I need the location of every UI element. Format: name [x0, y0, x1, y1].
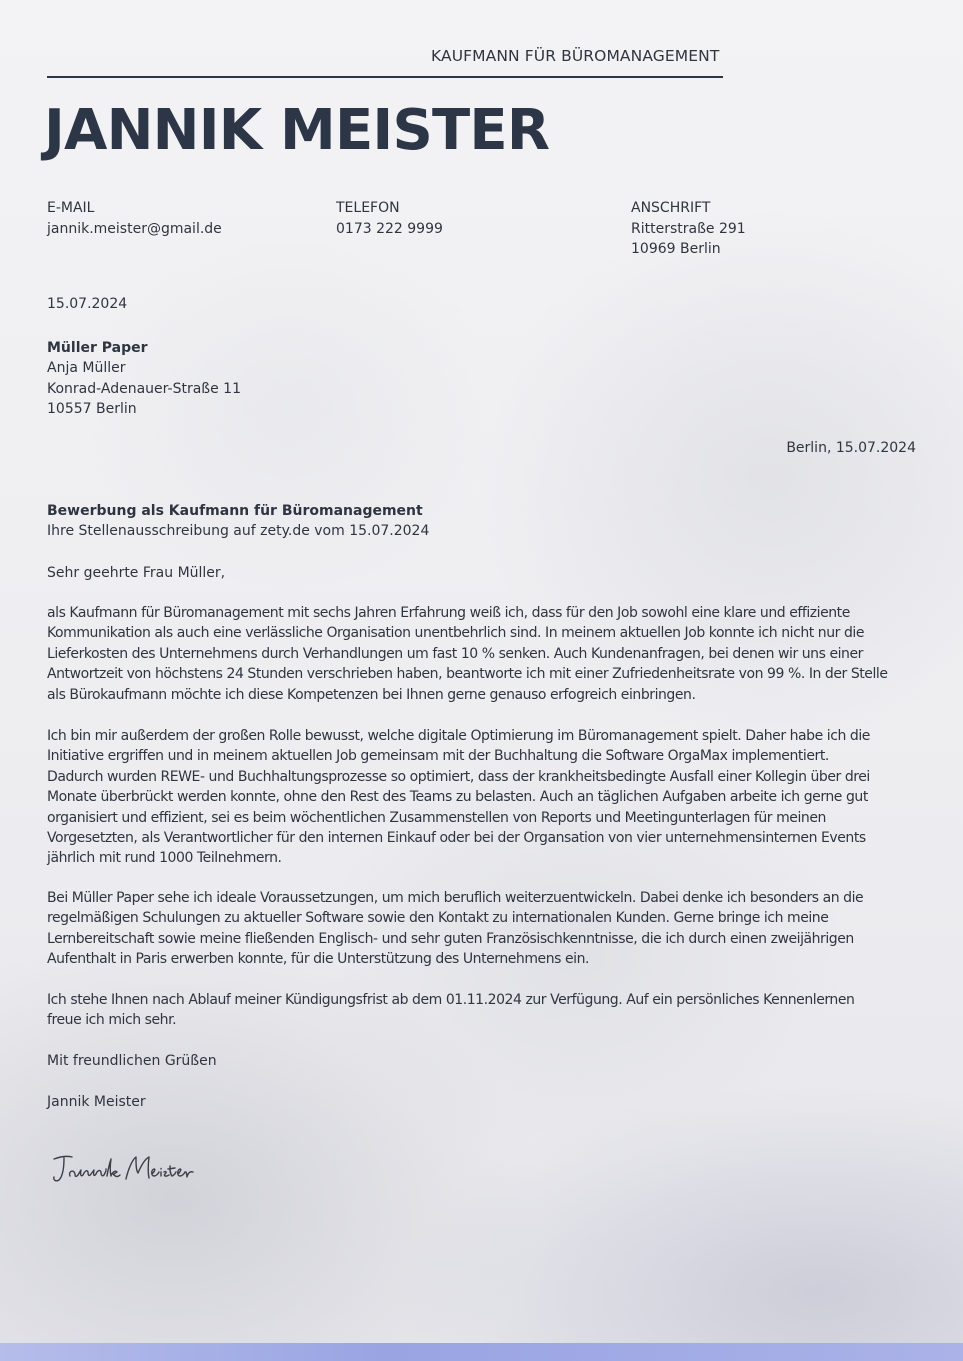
paragraph-line: Dadurch wurden REWE- und Buchhaltungsprozesse so optimiert, dass der krankheitsbedingte Ausfall einer Kollegin über drei [47, 768, 870, 785]
paragraph-line: als Kaufmann für Büromanagement mit sechs Jahren Erfahrung weiß ich, dass für den Job sowohl eine klare und effiziente [47, 605, 850, 621]
closing-phrase: Mit freundlichen Grüßen [47, 1053, 217, 1069]
paragraph-line: als Bürokaufmann möchte ich diese Kompetenzen bei Ihnen gerne genauso erfogreich einbringen. [47, 686, 696, 703]
paragraph-line: Lieferkosten des Unternehmens durch Verhandlungen um fast 10 % senken. Auch Kundenanfragen, bei denen wir uns einer [47, 645, 863, 662]
email-value: jannik.meister@gmail.de [47, 220, 222, 237]
paragraph-line: Antwortzeit von höchstens 24 Stunden verschrieben haben, beantworte ich mit einer Zufriedenheitsrate von 99 %. In der Stelle [47, 666, 888, 683]
paragraph-line: jährlich mit rund 1000 Teilnehmern. [47, 850, 282, 867]
address-street: Ritterstraße 291 [631, 220, 746, 237]
recipient-person: Anja Müller [47, 360, 126, 377]
paragraph-line: regelmäßigen Schulungen zu aktueller Software sowie den Kontakt zu internationalen Kunden. Gerne bringe ich meine [47, 910, 829, 927]
recipient-block [47, 338, 241, 420]
paragraph-line: Aufenthalt in Paris erwerben konnte, für die Unterstützung des Unternehmens ein. [47, 951, 589, 968]
contact-phone-block [336, 198, 443, 239]
place-and-date: Berlin, 15.07.2024 [786, 440, 916, 456]
phone-label: TELEFON [336, 200, 400, 216]
paragraph-line: organisiert und effizient, sei es beim wöchentlichen Zusammenstellen von Reports und Meetingunterlagen für meinen [47, 809, 826, 826]
body-paragraph-3 [47, 888, 927, 970]
email-label: E-MAIL [47, 200, 95, 216]
letter-date: 15.07.2024 [47, 296, 128, 312]
applicant-name: JANNIK MEISTER [44, 98, 550, 163]
recipient-city: 10557 Berlin [47, 401, 137, 418]
paragraph-line: Ich bin mir außerdem der großen Rolle bewusst, welche digitale Optimierung im Büromanagement spielt. Daher habe ich die [47, 728, 870, 744]
phone-value: 0173 222 9999 [336, 220, 443, 237]
subject-title: Bewerbung als Kaufmann für Büromanagement [47, 503, 423, 519]
paragraph-line: Ich stehe Ihnen nach Ablauf meiner Kündigungsfrist ab dem 01.11.2024 zur Verfügung. Auf ein persönliches Kennenlernen [47, 992, 855, 1008]
paragraph-line: Vorgesetzten, als Verantwortlicher für den internen Einkauf oder bei der Organsation von vier unternehmensinternen Events [47, 830, 866, 847]
signer-name: Jannik Meister [47, 1094, 146, 1110]
subject-reference: Ihre Stellenausschreibung auf zety.de vom 15.07.2024 [47, 523, 430, 540]
contact-email-block [47, 198, 222, 239]
paragraph-line: Lernbereitschaft sowie meine fließenden Englisch- und sehr guten Französischkenntnisse, die ich durch einen zweijährigen [47, 930, 854, 947]
address-label: ANSCHRIFT [631, 200, 711, 216]
subject-block [47, 501, 429, 542]
salutation: Sehr geehrte Frau Müller, [47, 565, 226, 581]
paragraph-line: Monate überbrückt werden konnte, ohne den Rest des Teams zu belasten. Auch an täglichen Aufgaben arbeite ich gerne gut [47, 789, 868, 806]
body-paragraph-4 [47, 990, 927, 1031]
recipient-street: Konrad-Adenauer-Straße 11 [47, 380, 241, 397]
paragraph-line: Bei Müller Paper sehe ich ideale Voraussetzungen, um mich beruflich weiterzuentwickeln. Dabei denke ich besonders an die [47, 890, 864, 906]
body-paragraph-2 [47, 726, 927, 869]
body-paragraph-1 [47, 603, 927, 705]
contact-address-block [631, 198, 746, 260]
handwritten-signature [48, 1150, 218, 1190]
paragraph-line: Kommunikation als auch eine verlässliche Organisation unentbehrlich sind. In meinem aktuellen Job konnte ich nicht nur die [47, 625, 864, 642]
recipient-company: Müller Paper [47, 340, 148, 356]
header-divider [47, 76, 723, 78]
paragraph-line: Initiative ergriffen und in meinem aktuellen Job gemeinsam mit der Buchhaltung die Software OrgaMax implementiert. [47, 748, 829, 765]
footer-accent-bar [0, 1343, 963, 1361]
paragraph-line: freue ich mich sehr. [47, 1012, 177, 1029]
address-city: 10969 Berlin [631, 241, 721, 257]
job-title: KAUFMANN FÜR BÜROMANAGEMENT [431, 47, 720, 65]
